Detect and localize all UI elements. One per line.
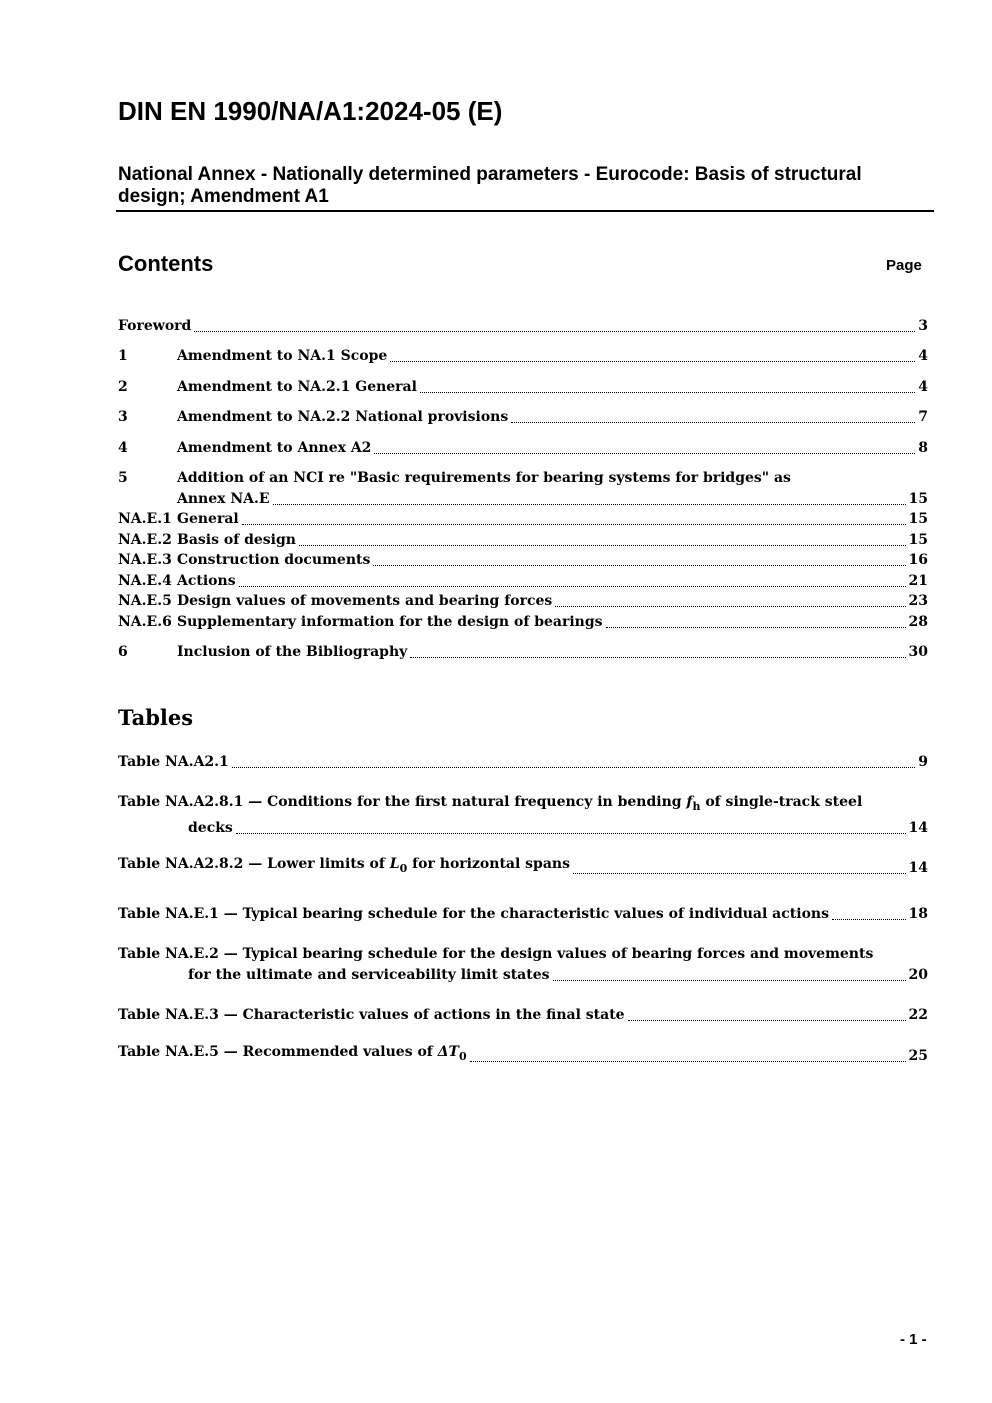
table-entry-title xyxy=(118,854,570,879)
dot-leader xyxy=(555,606,905,607)
toc-entry[interactable] xyxy=(118,377,928,398)
toc-number: NA.E.4 xyxy=(118,573,172,589)
table-list-entry[interactable] xyxy=(118,1005,928,1026)
toc-number: 3 xyxy=(118,409,128,425)
dot-leader xyxy=(299,545,906,546)
toc-page: 4 xyxy=(918,379,928,395)
toc-number: NA.E.5 xyxy=(118,593,172,609)
table-entry-title: for the ultimate and serviceability limit states xyxy=(188,967,550,983)
toc-title: Design values of movements and bearing forces xyxy=(177,593,553,609)
table-entry-title: Table NA.A2.1 xyxy=(118,754,229,770)
toc-page: 15 xyxy=(908,532,928,548)
toc-number: 6 xyxy=(118,644,128,660)
dot-leader xyxy=(628,1020,906,1021)
table-entry-title-text: Table NA.E.5 — Recommended values of xyxy=(118,1044,438,1061)
contents-heading: Contents xyxy=(118,251,214,276)
page-number: - 1 - xyxy=(900,1331,927,1348)
toc-entry[interactable] xyxy=(118,407,928,428)
table-entry-title: Table NA.E.3 — Characteristic values of actions in the final state xyxy=(118,1007,625,1023)
table-entry-page: 9 xyxy=(918,754,928,770)
toc-page: 28 xyxy=(908,614,928,630)
table-list-entry[interactable] xyxy=(118,1046,928,1067)
table-list-entry[interactable] xyxy=(118,904,928,925)
toc-page: 8 xyxy=(918,440,928,456)
toc-page: 7 xyxy=(918,409,928,425)
toc-entry-continuation[interactable] xyxy=(177,489,928,510)
toc-entry[interactable] xyxy=(118,438,928,459)
toc-page: 21 xyxy=(908,573,928,589)
toc-subentry[interactable] xyxy=(118,571,928,592)
table-list-entry[interactable] xyxy=(118,752,928,773)
table-list-entry-continuation[interactable] xyxy=(188,965,928,986)
toc-page: 23 xyxy=(908,593,928,609)
toc-page: 3 xyxy=(918,318,928,334)
toc-page: 30 xyxy=(908,644,928,660)
toc-entry[interactable] xyxy=(118,642,928,663)
toc-subentry[interactable] xyxy=(118,612,928,633)
document-title: DIN EN 1990/NA/A1:2024-05 (E) xyxy=(118,96,503,126)
table-entry-page: 18 xyxy=(908,906,928,922)
table-entry-title: Table NA.E.1 — Typical bearing schedule for the characteristic values of individual actions xyxy=(118,906,829,922)
toc-entry-first-line[interactable] xyxy=(118,468,928,489)
dot-leader xyxy=(470,1061,906,1062)
toc-subentry[interactable] xyxy=(118,591,928,612)
toc-number: NA.E.2 xyxy=(118,532,172,548)
dot-leader xyxy=(553,980,906,981)
toc-title: Annex NA.E xyxy=(177,491,270,507)
table-entry-title-rest: for horizontal spans xyxy=(407,856,570,873)
dot-leader xyxy=(242,524,906,525)
dot-leader xyxy=(194,331,915,332)
table-list-entry[interactable] xyxy=(118,858,928,879)
math-subscript: 0 xyxy=(399,862,408,875)
dot-leader xyxy=(374,453,915,454)
dot-leader xyxy=(420,392,915,393)
toc-page: 15 xyxy=(908,511,928,527)
toc-title: Supplementary information for the design of bearings xyxy=(177,614,603,630)
toc-page: 4 xyxy=(918,348,928,364)
toc-subentry[interactable] xyxy=(118,530,928,551)
math-symbol: f xyxy=(686,794,693,810)
dot-leader xyxy=(511,422,915,423)
toc-title: Foreword xyxy=(118,318,192,334)
dot-leader xyxy=(606,627,906,628)
table-entry-page: 14 xyxy=(908,860,928,876)
tables-heading: Tables xyxy=(118,705,194,730)
header-rule xyxy=(116,210,934,212)
table-entry-title: Table NA.E.2 — Typical bearing schedule for the design values of bearing forces and movements xyxy=(118,946,874,962)
toc-title: Basis of design xyxy=(177,532,296,548)
toc-number: 4 xyxy=(118,440,128,456)
table-entry-title-rest: of single-track steel xyxy=(700,794,863,810)
toc-title: Amendment to NA.2.1 General xyxy=(177,379,417,395)
toc-title: General xyxy=(177,511,239,527)
table-entry-title xyxy=(118,1042,467,1067)
table-entry-title: decks xyxy=(188,820,233,836)
table-entry-title-text: Table NA.A2.8.2 — Lower limits of xyxy=(118,856,390,873)
toc-number: 1 xyxy=(118,348,128,364)
table-list-entry-first-line[interactable] xyxy=(118,944,873,965)
toc-number: 2 xyxy=(118,379,128,395)
toc-title: Inclusion of the Bibliography xyxy=(177,644,408,660)
toc-title: Addition of an NCI re "Basic requirements for bearing systems for bridges" as xyxy=(177,470,791,486)
dot-leader xyxy=(573,873,906,874)
toc-page: 15 xyxy=(908,491,928,507)
math-subscript: h xyxy=(692,799,701,813)
dot-leader xyxy=(236,833,906,834)
toc-title: Actions xyxy=(177,573,236,589)
toc-title: Construction documents xyxy=(177,552,371,568)
toc-entry-foreword[interactable] xyxy=(118,316,928,337)
table-list-entry-first-line[interactable] xyxy=(118,792,862,817)
toc-number: NA.E.6 xyxy=(118,614,172,630)
toc-subentry[interactable] xyxy=(118,509,928,530)
dot-leader xyxy=(232,767,915,768)
math-subscript: 0 xyxy=(458,1050,467,1063)
math-symbol: ΔT xyxy=(437,1044,459,1061)
toc-page: 16 xyxy=(908,552,928,568)
dot-leader xyxy=(390,361,915,362)
table-entry-page: 22 xyxy=(908,1007,928,1023)
dot-leader xyxy=(832,919,906,920)
document-subtitle: National Annex - Nationally determined parameters - Eurocode: Basis of structural design; Amendment A1 xyxy=(118,164,862,207)
toc-number: NA.E.1 xyxy=(118,511,172,527)
toc-title: Amendment to Annex A2 xyxy=(177,440,372,456)
table-entry-page: 25 xyxy=(908,1048,928,1064)
toc-title: Amendment to NA.1 Scope xyxy=(177,348,388,364)
table-list-entry-continuation[interactable] xyxy=(188,818,928,839)
math-symbol: L xyxy=(389,856,400,873)
table-entry-page: 20 xyxy=(908,967,928,983)
dot-leader xyxy=(373,565,905,566)
page-column-heading: Page xyxy=(886,257,922,274)
toc-title: Amendment to NA.2.2 National provisions xyxy=(177,409,509,425)
table-entry-title: Table NA.A2.8.1 — Conditions for the first natural frequency in bending xyxy=(118,794,687,810)
dot-leader xyxy=(239,586,906,587)
toc-number: 5 xyxy=(118,470,128,486)
toc-number: NA.E.3 xyxy=(118,552,172,568)
table-entry-page: 14 xyxy=(908,820,928,836)
dot-leader xyxy=(273,504,906,505)
dot-leader xyxy=(410,657,905,658)
toc-subentry[interactable] xyxy=(118,550,928,571)
toc-entry[interactable] xyxy=(118,346,928,367)
